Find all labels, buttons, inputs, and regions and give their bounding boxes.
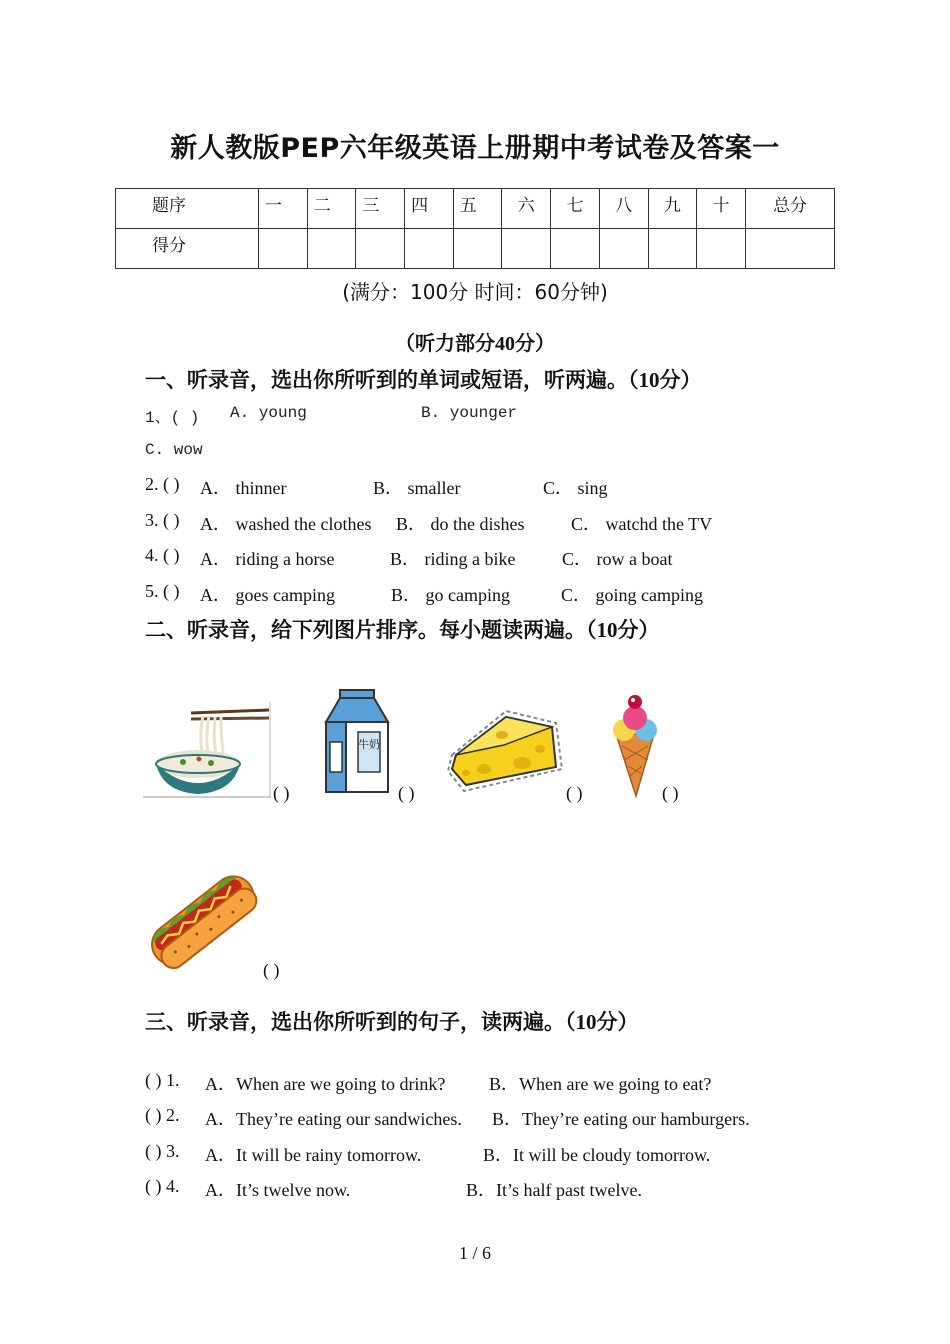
question-2-option-c[interactable]: C． sing (543, 478, 608, 498)
score-header-cell: 八 (599, 189, 648, 229)
page-title: 新人教版PEP六年级英语上册期中考试卷及答案一 (170, 133, 780, 164)
question-3-option-a[interactable]: A． washed the clothes (200, 514, 372, 534)
score-input-cell[interactable] (405, 229, 454, 269)
question-5-option-c[interactable]: C． going camping (561, 585, 703, 605)
sentence-2-option-b[interactable]: B．They’re eating our hamburgers. (492, 1109, 750, 1129)
question-3-option-c[interactable]: C． watchd the TV (571, 514, 713, 534)
question-2-option-a[interactable]: A． thinner (200, 478, 287, 498)
sentence-2-option-a[interactable]: A．They’re eating our sandwiches. (205, 1109, 462, 1129)
cheese-icon (444, 705, 566, 797)
question-1-prefix: 1、( ) (145, 409, 200, 427)
score-header-cell: 题序 (116, 189, 259, 229)
exam-note: (满分：100分 时间：60分钟) (342, 280, 608, 304)
score-input-cell[interactable] (453, 229, 502, 269)
score-input-cell[interactable] (307, 229, 356, 269)
noodles-bowl-icon (143, 702, 271, 798)
score-input-cell[interactable] (746, 229, 835, 269)
sentence-4-option-b[interactable]: B．It’s half past twelve. (466, 1180, 642, 1200)
question-2-prefix: 2. ( ) (145, 474, 180, 494)
question-4-option-a[interactable]: A． riding a horse (200, 549, 335, 569)
score-input-cell[interactable] (356, 229, 405, 269)
question-1-option-b[interactable]: B. younger (421, 404, 518, 422)
page-number: 1 / 6 (458, 1243, 491, 1263)
score-header-cell: 五 (453, 189, 502, 229)
listening-header: （听力部分40分） (395, 333, 555, 355)
section1-heading: 一、听录音，选出你所听到的单词或短语，听两遍。（10分） (145, 368, 702, 392)
sentence-3-option-b[interactable]: B．It will be cloudy tomorrow. (483, 1145, 711, 1165)
score-input-cell[interactable] (551, 229, 600, 269)
picture-4-answer-blank[interactable]: ( ) (662, 783, 679, 803)
milk-carton-icon (322, 688, 392, 796)
score-header-cell: 九 (648, 189, 697, 229)
picture-5-answer-blank[interactable]: ( ) (263, 960, 280, 980)
score-header-cell: 三 (356, 189, 405, 229)
score-input-cell[interactable] (502, 229, 551, 269)
hot-dog-icon (143, 870, 265, 974)
question-2-option-b[interactable]: B． smaller (373, 478, 461, 498)
sentence-4-option-a[interactable]: A．It’s twelve now. (205, 1180, 351, 1200)
milk-carton-label: 牛奶 (358, 738, 380, 751)
score-header-cell: 一 (259, 189, 308, 229)
question-4-option-b[interactable]: B． riding a bike (390, 549, 516, 569)
score-row-label: 得分 (116, 229, 259, 269)
sentence-1-prefix: ( ) 1. (145, 1070, 180, 1090)
picture-2-answer-blank[interactable]: ( ) (398, 783, 415, 803)
picture-1-answer-blank[interactable]: ( ) (273, 783, 290, 803)
score-header-cell: 十 (697, 189, 746, 229)
score-table-header-row (116, 189, 835, 229)
question-1-option-a[interactable]: A. young (230, 404, 307, 422)
question-3-prefix: 3. ( ) (145, 510, 180, 530)
score-header-cell: 四 (405, 189, 454, 229)
sentence-1-option-b[interactable]: B．When are we going to eat? (489, 1074, 712, 1094)
score-header-cell: 七 (551, 189, 600, 229)
score-table-score-row (116, 229, 835, 269)
section3-heading: 三、听录音，选出你所听到的句子，读两遍。（10分） (145, 1010, 639, 1034)
question-1-option-c[interactable]: C. wow (145, 441, 203, 459)
question-5-option-a[interactable]: A． goes camping (200, 585, 335, 605)
score-header-cell: 总分 (746, 189, 835, 229)
score-table (115, 188, 835, 269)
picture-3-answer-blank[interactable]: ( ) (566, 783, 583, 803)
sentence-3-prefix: ( ) 3. (145, 1141, 180, 1161)
score-header-cell: 六 (502, 189, 551, 229)
question-4-option-c[interactable]: C． row a boat (562, 549, 673, 569)
sentence-2-prefix: ( ) 2. (145, 1105, 180, 1125)
score-input-cell[interactable] (599, 229, 648, 269)
score-input-cell[interactable] (648, 229, 697, 269)
sentence-3-option-a[interactable]: A．It will be rainy tomorrow. (205, 1145, 422, 1165)
score-input-cell[interactable] (259, 229, 308, 269)
section2-heading: 二、听录音，给下列图片排序。每小题读两遍。（10分） (145, 618, 660, 642)
sentence-4-prefix: ( ) 4. (145, 1176, 180, 1196)
question-3-option-b[interactable]: B． do the dishes (396, 514, 525, 534)
sentence-1-option-a[interactable]: A．When are we going to drink? (205, 1074, 446, 1094)
question-5-option-b[interactable]: B． go camping (391, 585, 510, 605)
score-header-cell: 二 (307, 189, 356, 229)
ice-cream-icon (610, 690, 660, 798)
question-4-prefix: 4. ( ) (145, 545, 180, 565)
score-input-cell[interactable] (697, 229, 746, 269)
question-5-prefix: 5. ( ) (145, 581, 180, 601)
